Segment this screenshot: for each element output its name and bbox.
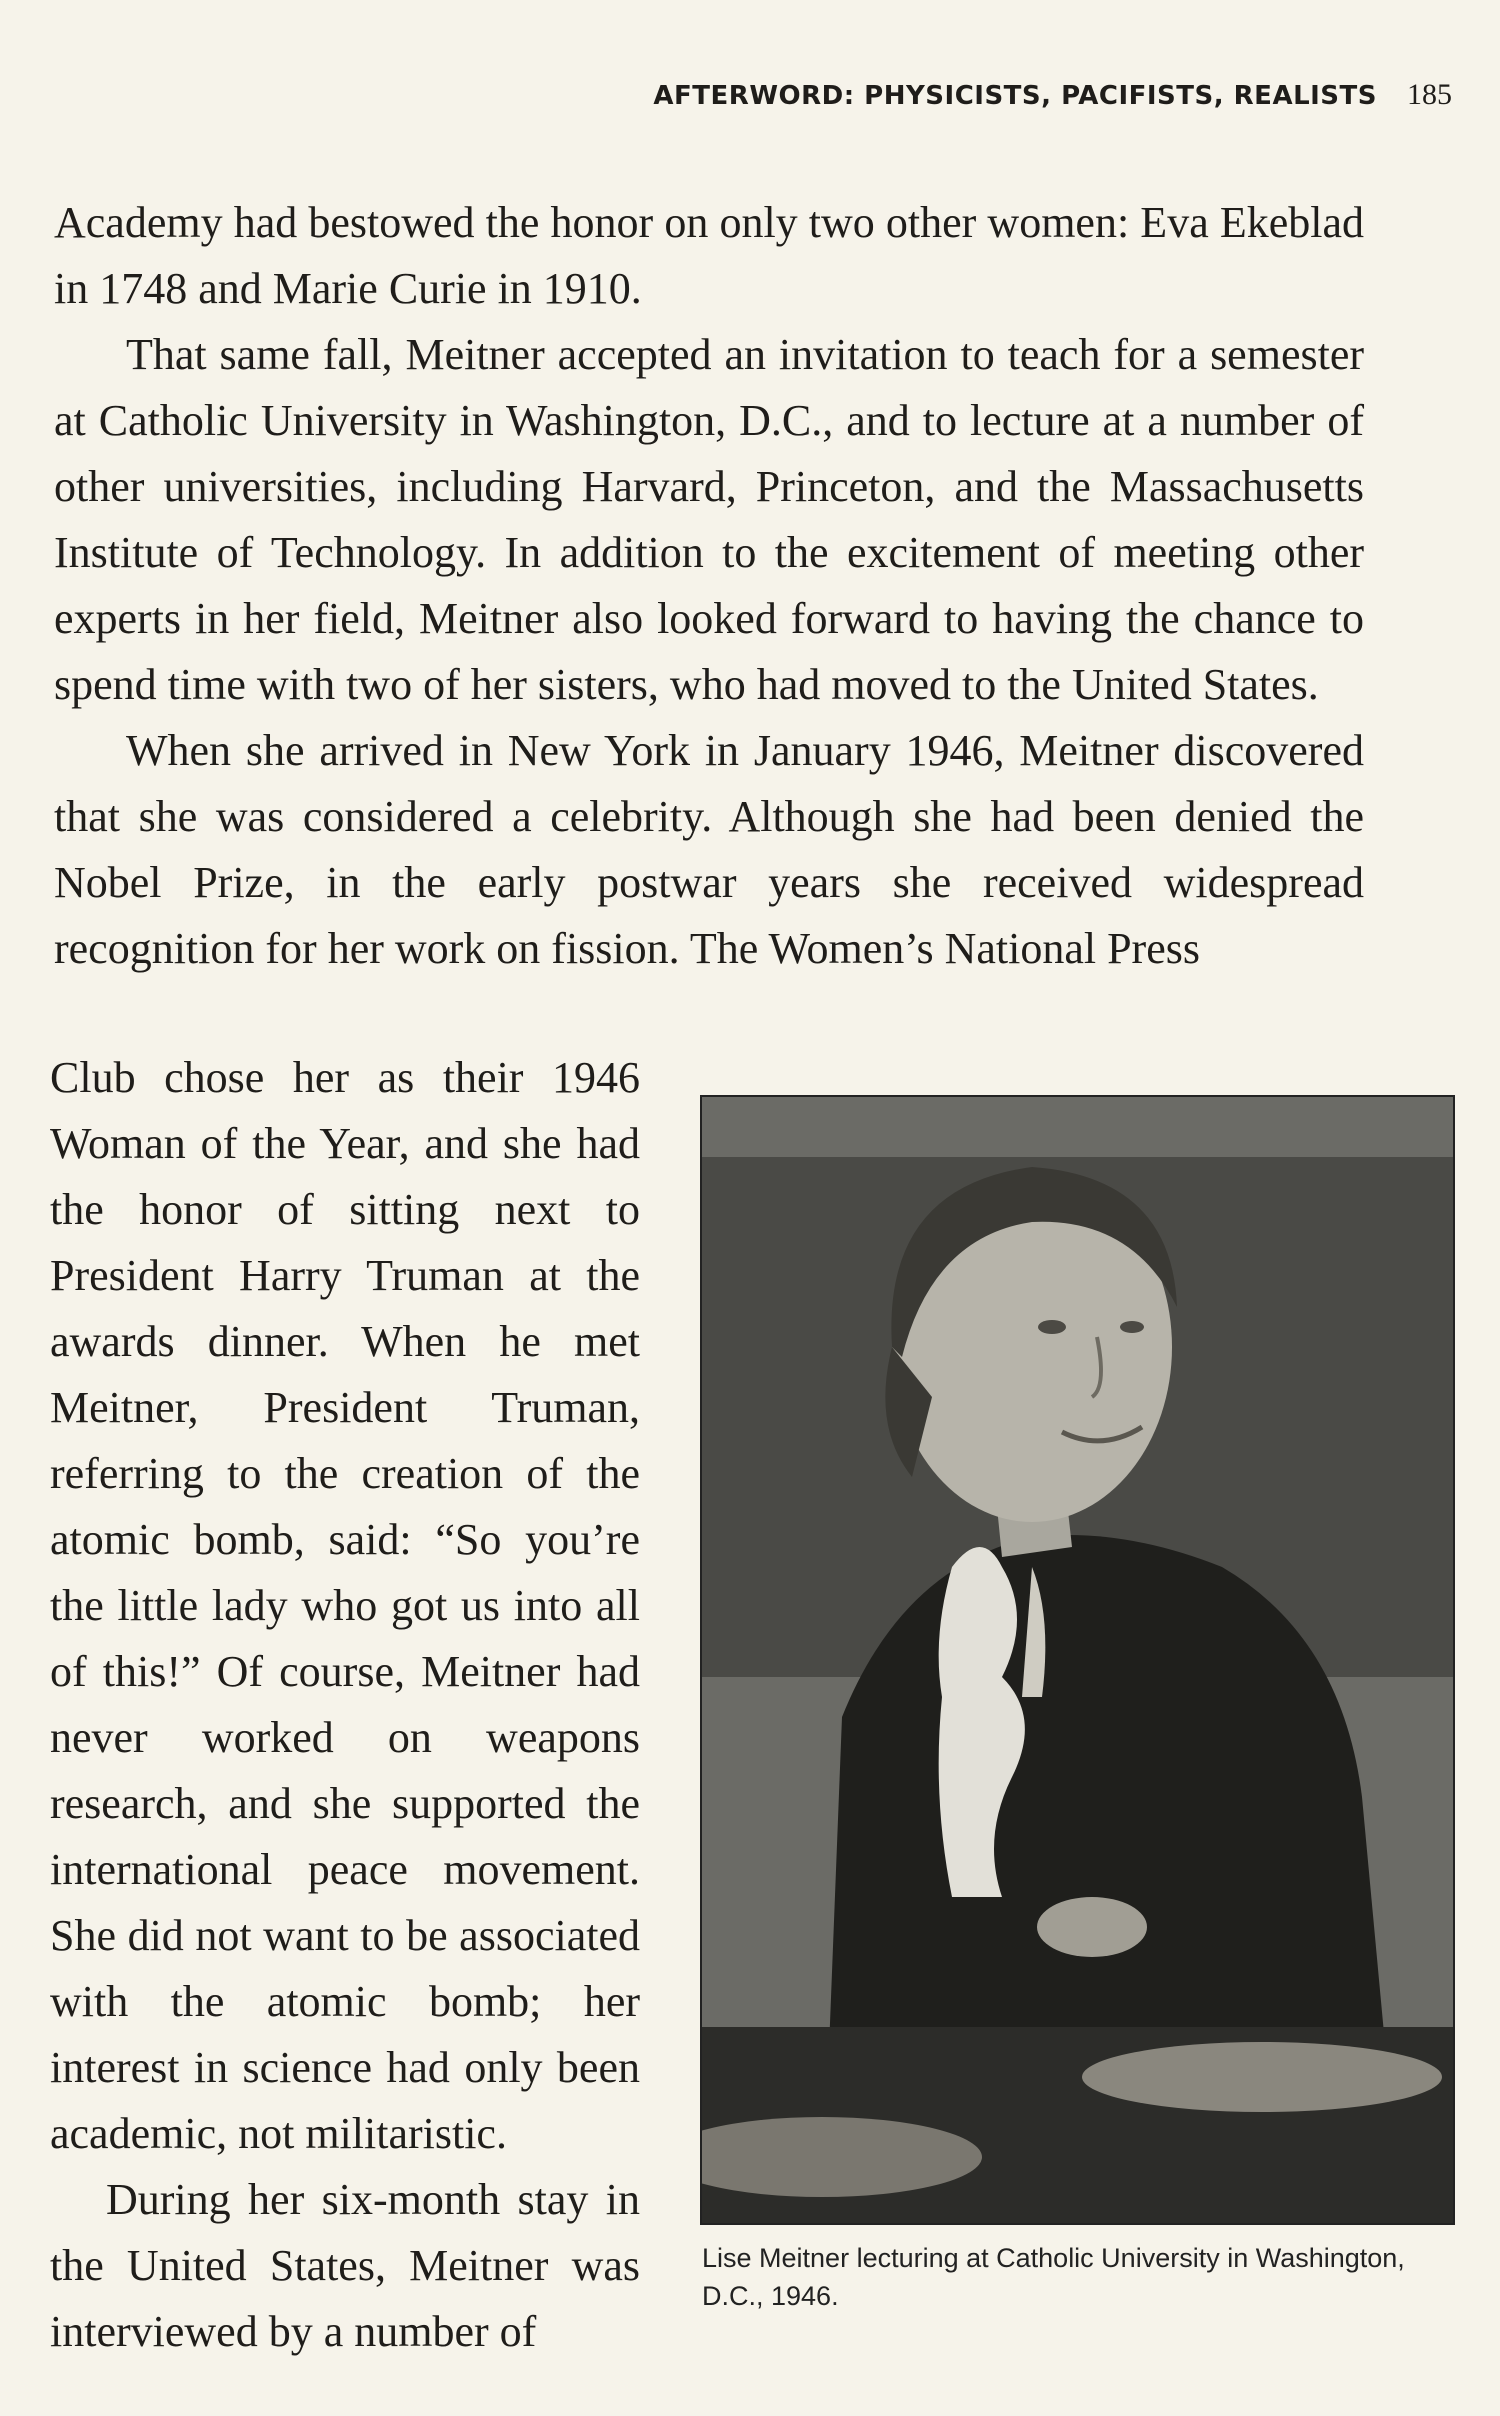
figure	[700, 1095, 1455, 2315]
photo-lise-meitner	[700, 1095, 1455, 2225]
paragraph: That same fall, Meitner accepted an invitation to teach for a semester at Catholic University in Washington, D.C., and to lecture at a number of other universities, including Harvard, Princeton, and the Massachusetts Institute of Technology. In addition to the excitement of meeting other experts in her field, Meitner also looked forward to having the chance to spend time with two of her sisters, who had moved to the United States.	[54, 330, 1364, 709]
paragraph: When she arrived in New York in January 1946, Meitner discovered that she was considered a celebrity. Although she had been denied the Nobel Prize, in the early postwar years she received widespread recognition for her work on fission. The Women’s National Press	[54, 726, 1364, 973]
portrait-illustration	[702, 1097, 1455, 2225]
paragraph: Academy had bestowed the honor on only two other women: Eva Ekeblad in 1748 and Marie Curie in 1910.	[54, 198, 1364, 313]
figure-caption: Lise Meitner lecturing at Catholic University in Washington, D.C., 1946.	[702, 2243, 1405, 2311]
paragraph: During her six-month stay in the United States, Meitner was interviewed by a number of	[50, 2175, 640, 2356]
paragraph: Club chose her as their 1946 Woman of the Year, and she had the honor of sitting next to President Harry Truman at the awards dinner. When he met Meitner, President Truman, referring to the creation of the atomic bomb, said: “So you’re the little lady who got us into all of this!” Of course, Meitner had never worked on weapons research, and she supported the international peace movement. She did not want to be associated with the atomic bomb; her interest in science had only been academic, not militaristic.	[50, 1053, 640, 2158]
body-text-wrapped-column	[50, 1045, 640, 2365]
body-text-full-width	[54, 190, 1364, 982]
running-head: AFTERWORD: PHYSICISTS, PACIFISTS, REALISTS	[653, 81, 1377, 111]
page-number: 185	[1407, 78, 1452, 111]
page-header	[60, 78, 1452, 112]
